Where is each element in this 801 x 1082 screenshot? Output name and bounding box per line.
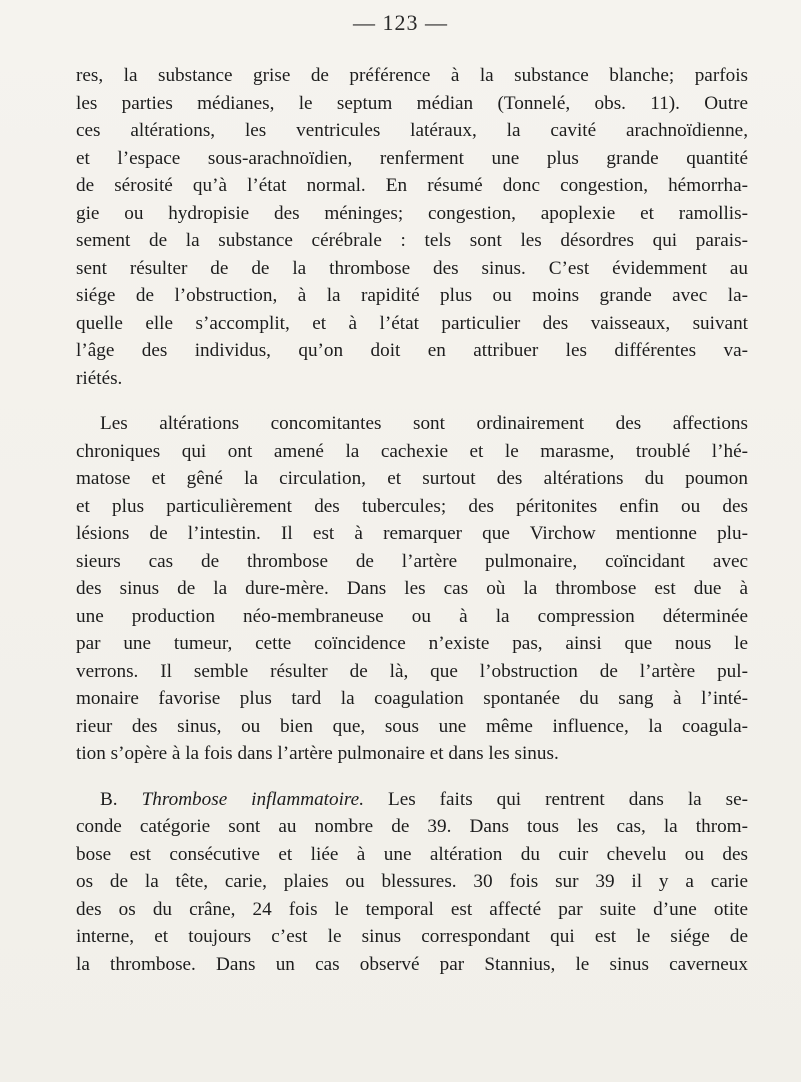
paragraph-2-line: rieur des sinus, ou bien que, sous une même influence, la coagula-: [76, 715, 748, 737]
paragraph-1-line: quelle elle s’accomplit, et à l’état particulier des vaisseaux, suivant: [76, 312, 748, 334]
paragraph-2-line: matose et gêné la circulation, et surtout des altérations du poumon: [76, 468, 748, 489]
section-letter: B.: [100, 788, 118, 810]
paragraph-1-line: les parties médianes, le septum médian (Tonnelé, obs. 11). Outre: [76, 92, 748, 114]
paragraph-2-line: tion s’opère à la fois dans l’artère pulmonaire et dans les sinus.: [76, 743, 559, 764]
paragraph-3-line: interne, et toujours c’est le sinus correspondant qui est le siége de: [76, 926, 748, 947]
paragraph-3-line-text: Les faits qui rentrent dans la se-: [387, 788, 749, 810]
paragraph-1-line: siége de l’obstruction, à la rapidité plus ou moins grande avec la-: [76, 285, 748, 306]
paragraph-1-line: de sérosité qu’à l’état normal. En résumé donc congestion, hémorrha-: [76, 175, 748, 196]
paragraph-2: [76, 410, 748, 768]
paragraph-1: [76, 62, 748, 392]
paragraph-1-line: sement de la substance cérébrale : tels sont les désordres qui parais-: [76, 230, 748, 251]
paragraph-1-line: l’âge des individus, qu’on doit en attribuer les différentes va-: [76, 340, 748, 361]
paragraph-2-line: par une tumeur, cette coïncidence n’existe pas, ainsi que nous le: [76, 633, 748, 654]
paragraph-3: [76, 786, 748, 979]
paragraph-2-line: chroniques qui ont amené la cachexie et le marasme, troublé l’hé-: [76, 440, 748, 462]
paragraph-2-line: une production néo-membraneuse ou à la compression déterminée: [76, 605, 748, 627]
paragraph-2-line: Les altérations concomitantes sont ordinairement des affections: [100, 413, 748, 434]
section-heading: Thrombose inflammatoire.: [141, 788, 364, 810]
paragraph-2-line: verrons. Il semble résulter de là, que l’obstruction de l’artère pul-: [76, 660, 748, 682]
paragraph-3-line: [76, 786, 748, 814]
paragraph-3-line: os de la tête, carie, plaies ou blessures. 30 fois sur 39 il y a carie: [76, 871, 748, 892]
paragraph-3-line: bose est consécutive et liée à une altération du cuir chevelu ou des: [76, 843, 748, 865]
page-number: — 123 —: [353, 10, 448, 35]
paragraph-2-line: des sinus de la dure-mère. Dans les cas où la thrombose est due à: [76, 578, 748, 599]
paragraph-2-line: lésions de l’intestin. Il est à remarquer que Virchow mentionne plu-: [76, 523, 748, 544]
body-text: [76, 62, 748, 978]
paragraph-1-line: et l’espace sous-arachnoïdien, renferment une plus grande quantité: [76, 147, 748, 169]
paragraph-3-line: conde catégorie sont au nombre de 39. Dans tous les cas, la throm-: [76, 816, 748, 837]
paragraph-1-line: riétés.: [76, 367, 123, 389]
paragraph-1-line: res, la substance grise de préférence à la substance blanche; parfois: [76, 65, 748, 86]
paragraph-1-line: gie ou hydropisie des méninges; congestion, apoplexie et ramollis-: [76, 202, 748, 224]
paragraph-2-line: et plus particulièrement des tubercules; des péritonites enfin ou des: [76, 495, 748, 517]
paragraph-2-line: sieurs cas de thrombose de l’artère pulmonaire, coïncidant avec: [76, 550, 748, 572]
paragraph-3-line: la thrombose. Dans un cas observé par Stannius, le sinus caverneux: [76, 953, 748, 975]
paragraph-1-line: ces altérations, les ventricules latéraux, la cavité arachnoïdienne,: [76, 120, 748, 141]
paragraph-2-line: monaire favorise plus tard la coagulation spontanée du sang à l’inté-: [76, 688, 748, 709]
paragraph-3-line: des os du crâne, 24 fois le temporal est affecté par suite d’une otite: [76, 898, 748, 920]
paragraph-1-line: sent résulter de de la thrombose des sinus. C’est évidemment au: [76, 257, 748, 279]
